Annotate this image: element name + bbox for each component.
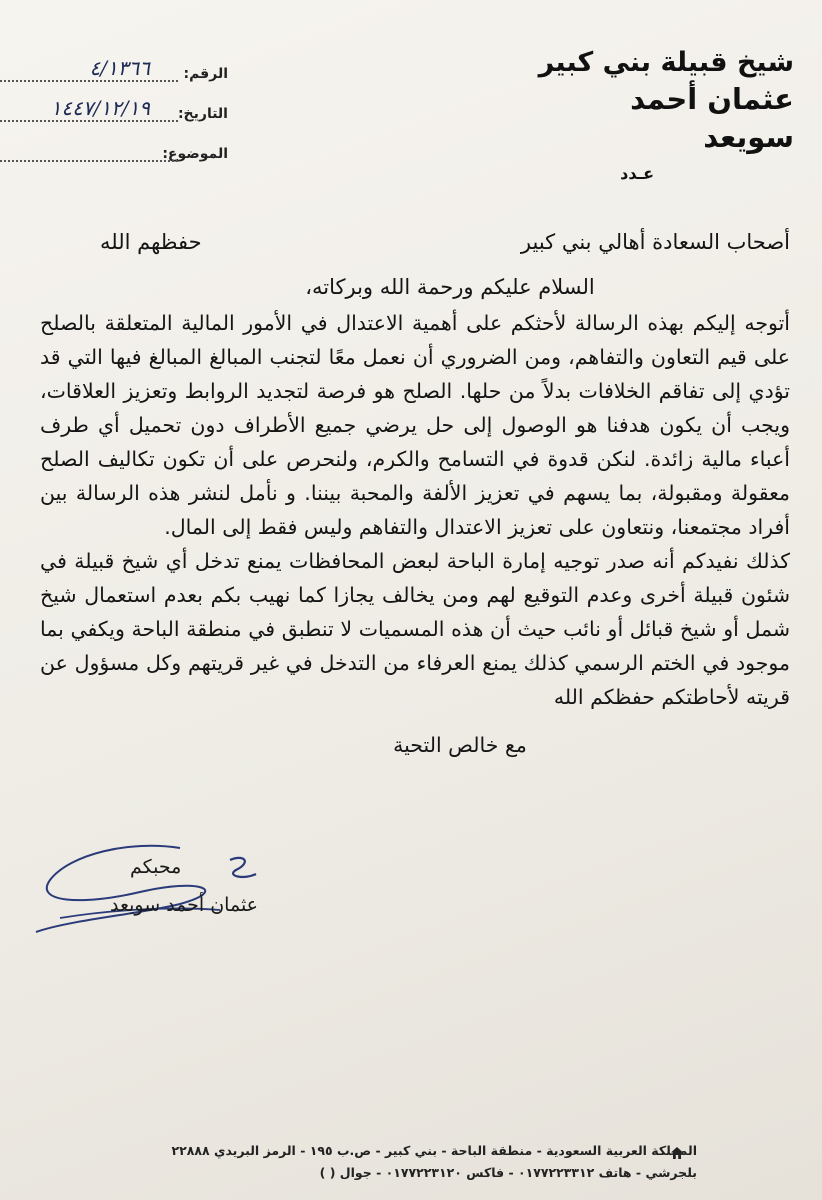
reference-subject-row	[0, 138, 240, 178]
signature-name: عثمان أحمد سويعد	[110, 894, 259, 916]
salutation: السلام عليكم ورحمة الله وبركاته،	[305, 275, 595, 299]
reference-date-row	[0, 98, 240, 138]
dotted-line	[0, 160, 178, 162]
signature-block	[30, 840, 280, 950]
reference-number-row	[0, 58, 240, 98]
addressee: أصحاب السعادة أهالي بني كبير	[520, 230, 790, 254]
reference-number-value: ٤/١٣٦٦	[89, 56, 150, 80]
paragraph-2: كذلك نفيدكم أنه صدر توجيه إمارة الباحة لبعض المحافظات يمنع تدخل أي شيخ قبيلة في شئون قبيلة أخرى وعدم التوقيع لهم ومن يخالف يجازا كما نهيب بكم بعدم استعمال شيخ شمل أو شيخ قبائل أو نائب حيث أن هذه المسميات لا تنطبق في منطقة الباحة ويكفي بما موجود في الختم الرسمي كذلك يمنع العرفاء من التدخل في غير قريتهم وكل مسؤول عن قريته لأحاطتكم حفظكم الله	[40, 549, 790, 709]
letterhead	[534, 46, 794, 183]
closing: مع خالص التحية	[393, 733, 527, 757]
letterhead-number-label: عـدد	[620, 164, 654, 183]
reference-fields	[0, 58, 240, 178]
reference-date-label: التاريخ:	[177, 106, 228, 122]
paragraph-1: أتوجه إليكم بهذه الرسالة لأحثكم على أهمية الاعتدال في الأمور المالية المتعلقة بالصلح على قيم التعاون والتفاهم، ومن الضروري أن نعمل معًا لتجنب المبالغ المبالغ فيها التي قد تؤدي إلى تفاقم الخلافات بدلاً من حلها. الصلح هو فرصة لتجديد الروابط وتعزيز العلاقات، ويجب أن يكون هدفنا هو الوصول إلى حل يرضي جميع الأطراف دون تحميل أي طرف أعباء مالية زائدة. لنكن قدوة في التسامح والكرم، ولنحرص على أن تكون تكاليف الصلح معقولة ومقبولة، بما يسهم في تعزيز الألفة والمحبة بيننا. و نأمل لنشر هذه الرسالة بين أفراد مجتمعنا، ونتعاون على تعزيز الاعتدال والتفاهم وليس فقط إلى المال.	[40, 311, 790, 539]
dotted-line	[0, 120, 178, 122]
footer-address	[150, 1140, 697, 1184]
greeting-row	[40, 230, 790, 270]
letter-body	[40, 230, 790, 762]
letterhead-tribe-title: شيخ قبيلة بني كبير	[538, 47, 794, 78]
footer-line-1: المملكة العربية السعودية - منطقة الباحة - بني كبير - ص.ب ١٩٥ - الرمز البريدي ٢٢٨٨٨	[171, 1143, 697, 1158]
signature-regards: محبكم	[130, 856, 182, 878]
dotted-line	[0, 80, 178, 82]
footer-line-2: بلجرشي - هاتف ٠١٧٧٢٢٣٣١٢ - فاكس ٠١٧٧٢٢٣١٢٠ - جوال ( )	[319, 1165, 697, 1180]
reference-number-label: الرقم:	[183, 66, 228, 82]
reference-subject-label: الموضوع:	[162, 146, 228, 162]
reference-date-value: ١٤٤٧/١٢/١٩	[50, 96, 150, 120]
blessing: حفظهم الله	[100, 230, 202, 254]
letterhead-sheikh-name: عثمان أحمد سويعد	[630, 82, 794, 154]
